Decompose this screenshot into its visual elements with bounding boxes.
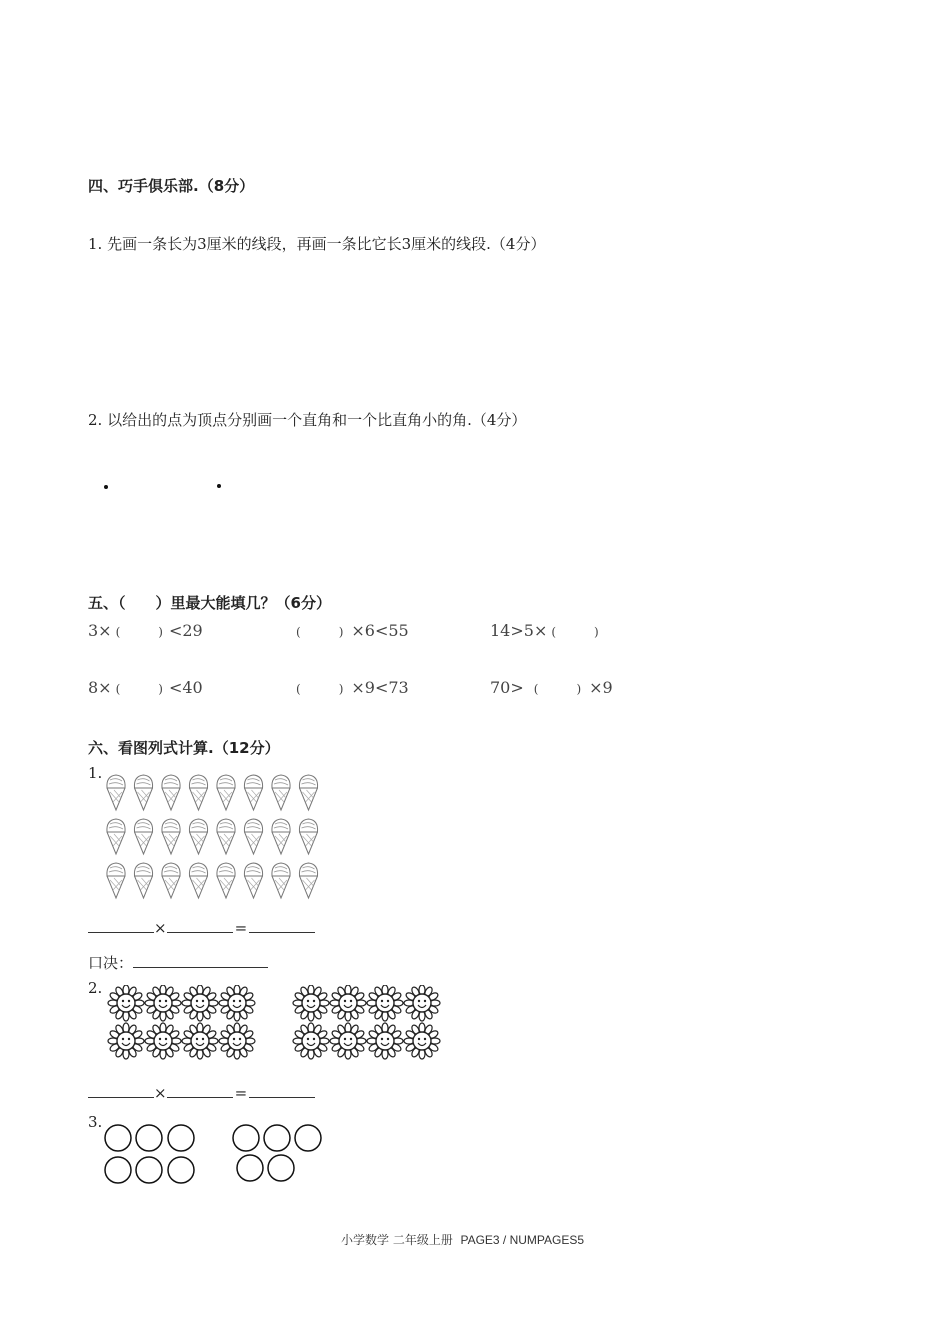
paren-open: ( (533, 682, 539, 696)
inequality-suffix: ×6<55 (351, 621, 409, 640)
footer-subject: 小学数学 二年级上册 (341, 1233, 453, 1247)
ice-cream-cone-icon (134, 775, 152, 810)
answer-blank[interactable] (88, 918, 154, 933)
circle-icon (136, 1157, 162, 1183)
inequality-item (296, 621, 409, 640)
answer-blank[interactable] (133, 953, 268, 968)
ice-cream-cone-icon (299, 775, 317, 810)
koujue-row (88, 952, 268, 973)
inequality-suffix: <29 (168, 621, 203, 640)
question-4-2: 2. 以给出的点为顶点分别画一个直角和一个比直角小的角.（4分） (88, 411, 527, 429)
page-footer (341, 1231, 584, 1248)
smiling-sunflower-icon (367, 1023, 403, 1059)
ice-cream-cone-icon (272, 775, 290, 810)
inequality-item (490, 678, 613, 697)
ice-cream-cone-icon (272, 819, 290, 854)
inequality-item (296, 678, 409, 697)
equals-sign: = (234, 1084, 248, 1102)
flower-grid (104, 985, 444, 1063)
ice-cream-cone-icon (134, 819, 152, 854)
circle-icon (264, 1125, 290, 1151)
ice-cream-cone-icon (217, 863, 235, 898)
inequality-item (88, 621, 203, 640)
paren-close: ) (158, 682, 163, 696)
paren-close: ) (338, 625, 344, 639)
paren-open: ( (296, 682, 301, 696)
equals-sign: = (234, 919, 248, 937)
ice-cream-cone-icon (162, 863, 180, 898)
question-6-3-number: 3. (88, 1113, 103, 1131)
smiling-sunflower-icon (367, 985, 403, 1021)
ice-cream-cone-icon (107, 775, 125, 810)
circle-icon (295, 1125, 321, 1151)
ice-cream-cone-icon (244, 863, 262, 898)
ice-cream-grid (100, 772, 330, 906)
smiling-sunflower-icon (219, 985, 255, 1021)
ice-cream-cone-icon (134, 863, 152, 898)
section-4-title: 四、巧手俱乐部.（8分） (88, 177, 255, 195)
equation-row (88, 1083, 315, 1102)
smiling-sunflower-icon (404, 1023, 440, 1059)
ice-cream-cone-icon (162, 775, 180, 810)
ice-cream-cone-icon (272, 863, 290, 898)
smiling-sunflower-icon (108, 985, 144, 1021)
ice-cream-cone-icon (217, 819, 235, 854)
smiling-sunflower-icon (108, 1023, 144, 1059)
answer-blank[interactable] (88, 1083, 154, 1098)
inequality-suffix: <40 (168, 678, 203, 697)
answer-blank[interactable] (249, 918, 315, 933)
ice-cream-cone-icon (189, 819, 207, 854)
ice-cream-cone-icon (189, 775, 207, 810)
answer-blank[interactable] (167, 918, 233, 933)
circle-icon (233, 1125, 259, 1151)
ice-cream-cone-icon (162, 819, 180, 854)
smiling-sunflower-icon (182, 985, 218, 1021)
paren-open: ( (551, 625, 557, 639)
smiling-sunflower-icon (219, 1023, 255, 1059)
paren-open: ( (115, 682, 121, 696)
answer-blank[interactable] (249, 1083, 315, 1098)
paren-close: ) (158, 625, 163, 639)
smiling-sunflower-icon (293, 1023, 329, 1059)
ice-cream-cone-icon (107, 819, 125, 854)
koujue-label: 口决： (88, 954, 134, 972)
ice-cream-cone-icon (299, 819, 317, 854)
ice-cream-cone-icon (217, 775, 235, 810)
vertex-point (217, 484, 221, 488)
inequality-prefix: 3× (88, 621, 112, 640)
footer-page-number: PAGE3 / NUMPAGES5 (460, 1233, 585, 1247)
smiling-sunflower-icon (145, 1023, 181, 1059)
times-sign: × (154, 919, 167, 937)
inequality-prefix: 70> (490, 678, 524, 697)
circle-icon (136, 1125, 162, 1151)
smiling-sunflower-icon (293, 985, 329, 1021)
vertex-point (104, 485, 108, 489)
ice-cream-cone-icon (244, 775, 262, 810)
circle-icon (237, 1155, 263, 1181)
answer-blank[interactable] (167, 1083, 233, 1098)
ice-cream-cone-icon (189, 863, 207, 898)
paren-close: ) (594, 625, 599, 639)
paren-close: ) (338, 682, 344, 696)
section-5-title: 五、（ ）里最大能填几？（6分） (88, 594, 331, 612)
circle-grid (100, 1120, 340, 1190)
smiling-sunflower-icon (404, 985, 440, 1021)
smiling-sunflower-icon (145, 985, 181, 1021)
circle-icon (168, 1157, 194, 1183)
circle-icon (168, 1125, 194, 1151)
circle-icon (105, 1125, 131, 1151)
times-sign: × (154, 1084, 167, 1102)
section-6-title: 六、看图列式计算.（12分） (88, 739, 280, 757)
inequality-prefix: 8× (88, 678, 112, 697)
equation-row (88, 918, 315, 937)
ice-cream-cone-icon (299, 863, 317, 898)
smiling-sunflower-icon (182, 1023, 218, 1059)
question-4-1: 1. 先画一条长为3厘米的线段，再画一条比它长3厘米的线段.（4分） (88, 235, 546, 253)
inequality-item (88, 678, 203, 697)
inequality-item (490, 621, 599, 640)
question-6-2-number: 2. (88, 979, 103, 997)
paren-open: ( (296, 625, 301, 639)
inequality-prefix: 14>5× (490, 621, 548, 640)
smiling-sunflower-icon (330, 1023, 366, 1059)
circle-icon (268, 1155, 294, 1181)
ice-cream-cone-icon (244, 819, 262, 854)
smiling-sunflower-icon (330, 985, 366, 1021)
question-6-1-number: 1. (88, 764, 103, 782)
circle-icon (105, 1157, 131, 1183)
paren-close: ) (576, 682, 582, 696)
paren-open: ( (115, 625, 121, 639)
inequality-suffix: ×9 (589, 678, 613, 697)
ice-cream-cone-icon (107, 863, 125, 898)
inequality-suffix: ×9<73 (351, 678, 409, 697)
